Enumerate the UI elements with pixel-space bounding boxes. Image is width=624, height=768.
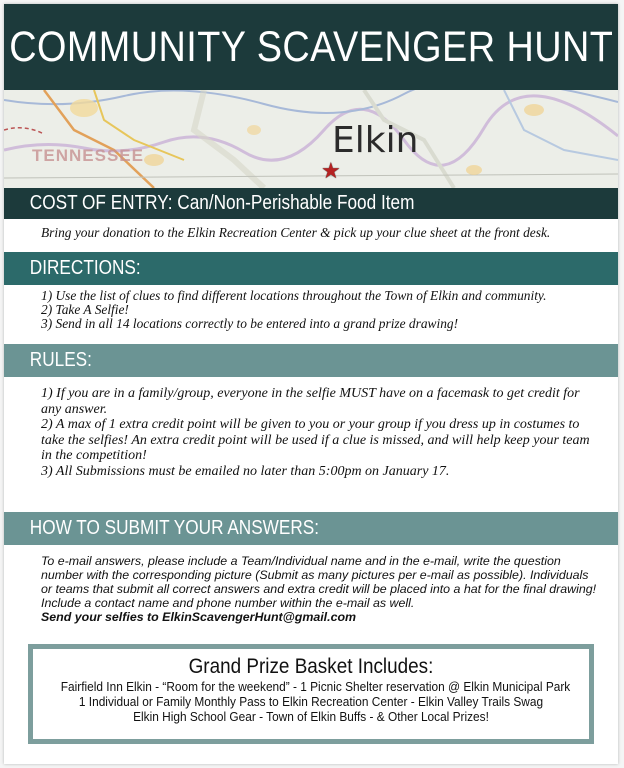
prize-line: Elkin High School Gear - Town of Elkin Buffs - & Other Local Prizes! <box>133 709 489 724</box>
submit-heading-bar <box>4 512 618 545</box>
directions-heading: DIRECTIONS: <box>29 257 141 279</box>
flyer-page <box>4 4 618 764</box>
location-map <box>4 90 618 188</box>
prize-line: 1 Individual or Family Monthly Pass to Elkin Recreation Center - Elkin Valley Trails Swag <box>78 694 544 709</box>
submit-heading: HOW TO SUBMIT YOUR ANSWERS: <box>29 517 320 539</box>
directions-item: 2) Take A Selfie! <box>41 302 129 317</box>
cost-heading-bar <box>4 188 618 219</box>
map-graphic <box>4 90 618 188</box>
rules-heading-bar <box>4 344 618 377</box>
title-banner <box>4 4 618 90</box>
submit-text: To e-mail answers, please include a Team/Individual name and in the e-mail, write the question number with the corresponding picture (Submit as many pictures per e-mail as possible). Individuals or teams that submit all correct answers and extra credit will be placed into a hat for the final drawing! Include a contact name and phone number within the e-mail as well. <box>41 554 597 610</box>
submit-text-block <box>41 554 601 624</box>
page-title: COMMUNITY SCAVENGER HUNT <box>8 22 614 71</box>
rules-list <box>41 386 601 479</box>
rules-item: 3) All Submissions must be emailed no later than 5:00pm on January 17. <box>41 463 450 479</box>
rules-item: 2) A max of 1 extra credit point will be given to you or your group if you dress up in costumes to take the selfies! An extra credit point will be used if a clue is missed, and will help keep your team in the competition! <box>41 417 590 463</box>
state-label: TENNESSEE <box>32 146 144 165</box>
cost-text-block <box>41 226 601 240</box>
prize-title: Grand Prize Basket Includes: <box>188 655 434 678</box>
rules-heading: RULES: <box>29 349 92 371</box>
prize-box <box>28 644 594 744</box>
directions-item: 1) Use the list of clues to find different locations throughout the Town of Elkin and community. <box>41 288 547 303</box>
submit-email-line: Send your selfies to ElkinScavengerHunt@gmail.com <box>41 610 357 624</box>
rules-item: 1) If you are in a family/group, everyone in the selfie MUST have on a facemask to get credit for any answer. <box>41 386 580 417</box>
town-label: Elkin <box>332 120 419 161</box>
prize-line: Fairfield Inn Elkin - “Room for the weekend” - 1 Picnic Shelter reservation @ Elkin Municipal Park <box>60 679 571 694</box>
cost-heading: COST OF ENTRY: Can/Non-Perishable Food Item <box>29 192 415 214</box>
directions-item: 3) Send in all 14 locations correctly to be entered into a grand prize drawing! <box>41 316 459 331</box>
directions-list <box>41 289 601 331</box>
star-icon: ★ <box>321 158 341 183</box>
directions-heading-bar <box>4 252 618 285</box>
cost-text: Bring your donation to the Elkin Recreation Center & pick up your clue sheet at the front desk. <box>41 225 551 240</box>
